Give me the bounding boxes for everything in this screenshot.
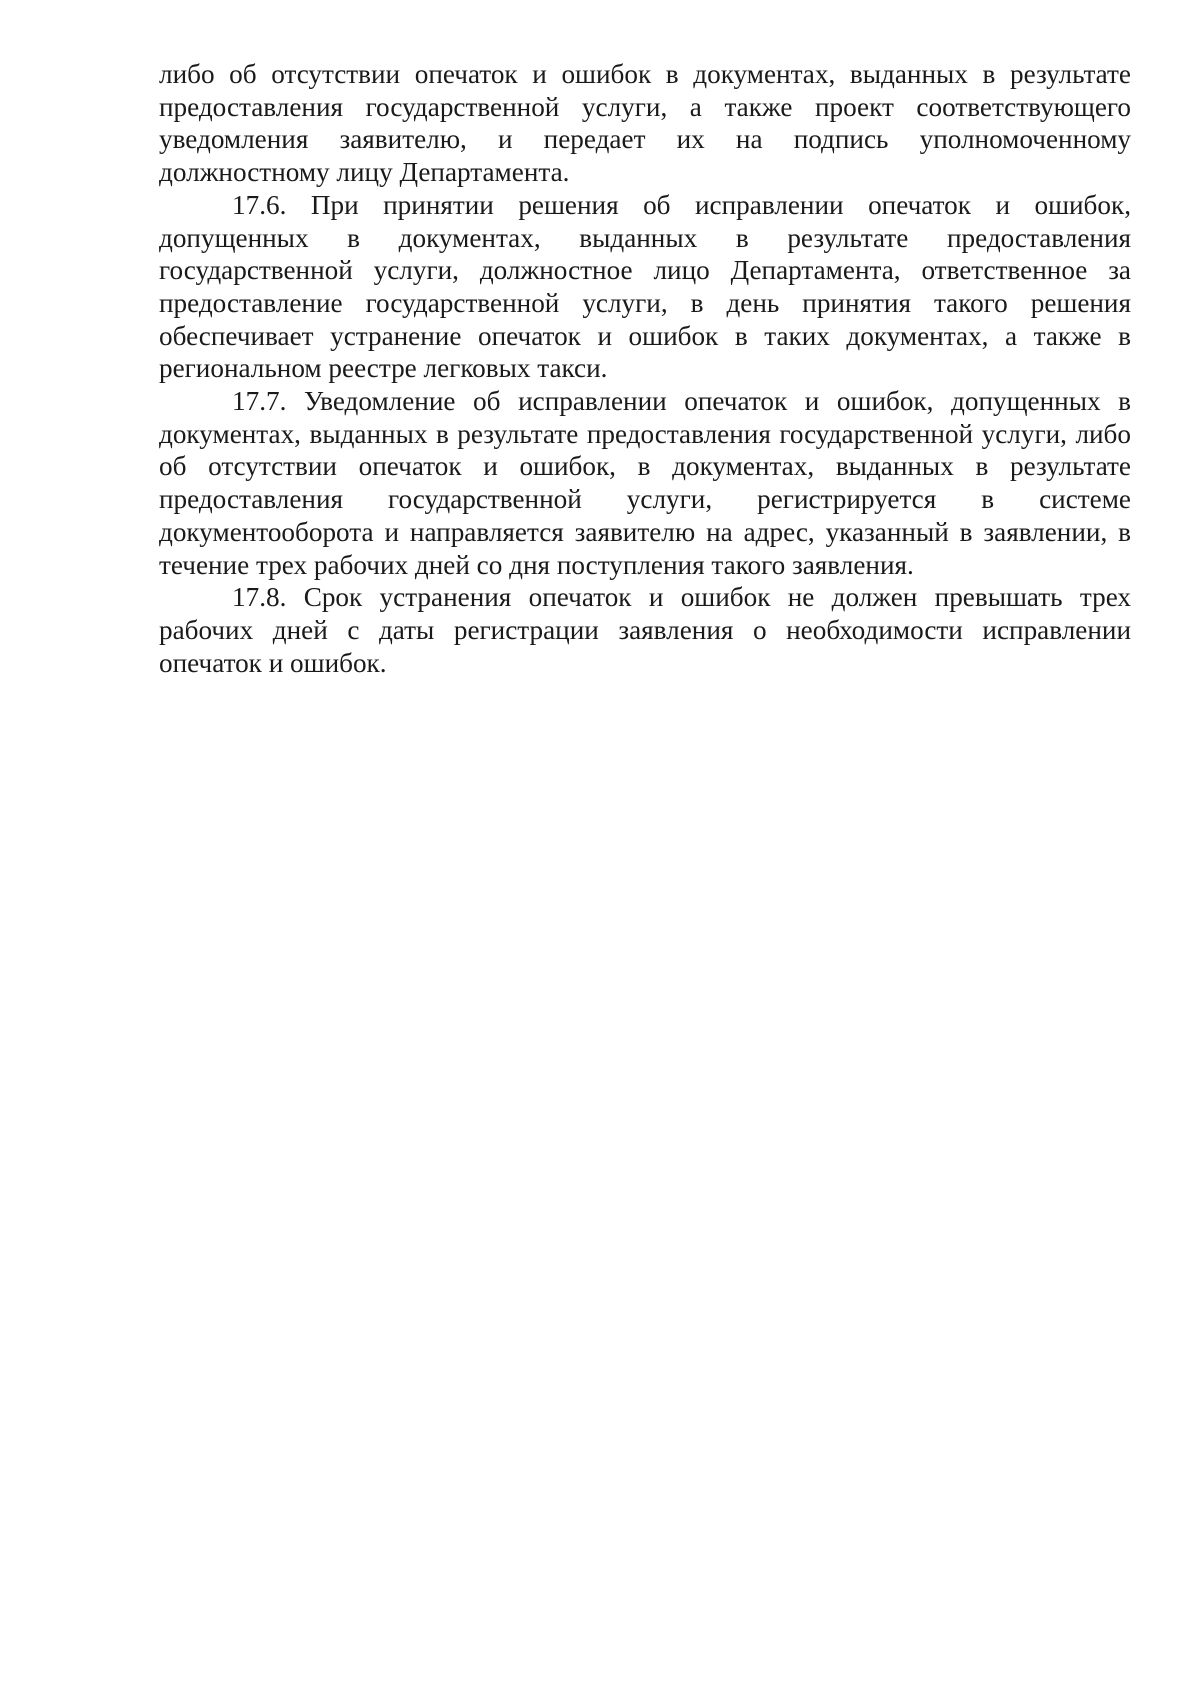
paragraph-17-7: 17.7. Уведомление об исправлении опечаток и ошибок, допущенных в документах, выданных в результате предоставления государственной услуги, либо об отсутствии опечаток и ошибок, в документах, выданных в результате предоставления государственной услуги, регистрируется в системе документооборота и направляется заявителю на адрес, указанный в заявлении, в течение трех рабочих дней со дня поступления такого заявления. — [159, 386, 1131, 580]
paragraph-17-8: 17.8. Срок устранения опечаток и ошибок не должен превышать трех рабочих дней с даты регистрации заявления о необходимости исправлении опечаток и ошибок. — [159, 582, 1131, 678]
paragraph-17-6: 17.6. При принятии решения об исправлении опечаток и ошибок, допущенных в документах, выданных в результате предоставления государственной услуги, должностное лицо Департамента, ответственное за предоставление государственной услуги, в день принятия такого решения обеспечивает устранение опечаток и ошибок в таких документах, а также в региональном реестре легковых такси. — [159, 189, 1131, 384]
paragraph-continuation: либо об отсутствии опечаток и ошибок в документах, выданных в результате предоставления государственной услуги, а также проект соответствующего уведомления заявителю, и передает их на подпись уполномоченному должностному лицу Департамента. — [159, 59, 1131, 188]
document-body — [159, 58, 1131, 679]
